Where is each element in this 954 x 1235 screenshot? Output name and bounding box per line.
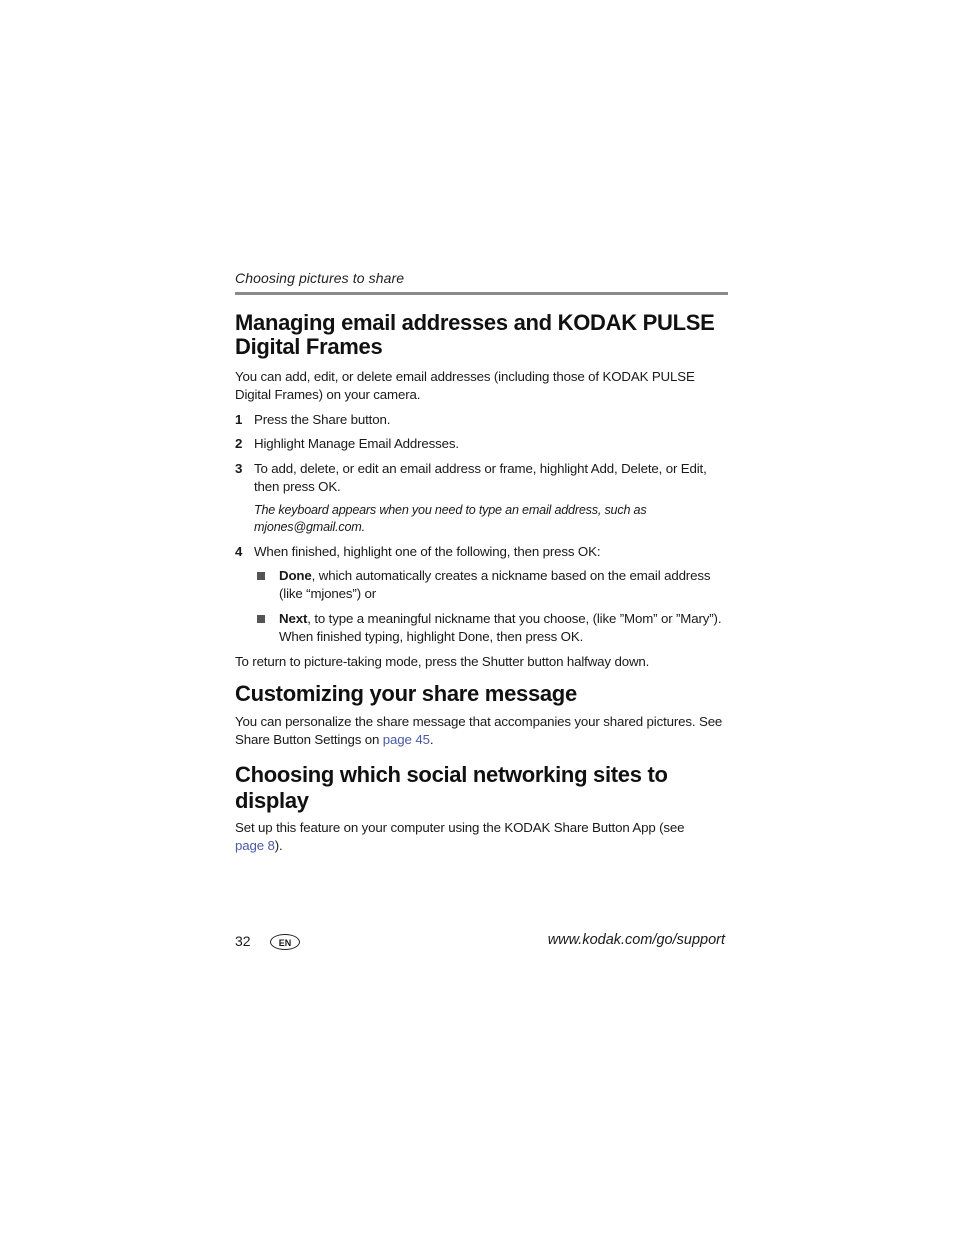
- page-number: 32: [235, 933, 251, 949]
- step-1: [235, 411, 728, 429]
- section2-text-end: .: [429, 732, 434, 747]
- page-footer: [235, 931, 728, 955]
- step-text: When finished, highlight one of the following, then press OK:: [254, 544, 601, 559]
- step-2: [235, 435, 728, 453]
- step-text: Highlight Manage Email Addresses.: [254, 436, 459, 451]
- page-content: [235, 311, 728, 855]
- square-bullet-icon: [254, 610, 279, 646]
- running-head: Choosing pictures to share: [235, 270, 405, 286]
- keyboard-note: The keyboard appears when you need to type an email address, such as mjones@gmail.com.: [254, 503, 647, 534]
- bullet-description: , which automatically creates a nickname based on the email address (like “mjones”) or: [279, 568, 711, 601]
- support-url: www.kodak.com/go/support: [547, 932, 725, 948]
- section-title-social-sites: Choosing which social networking sites to display: [235, 762, 668, 813]
- page-45-link[interactable]: page 45: [382, 732, 430, 747]
- step-4: [235, 543, 728, 561]
- bullet-next: [254, 610, 728, 646]
- section-title-customizing: Customizing your share message: [235, 681, 577, 706]
- section3-paragraph: [235, 819, 728, 855]
- section2-text: You can personalize the share message that accompanies your shared pictures. See Share Button Settings on: [235, 714, 723, 747]
- section3-text-end: ).: [274, 838, 283, 853]
- step-text: To add, delete, or edit an email address or frame, highlight Add, Delete, or Edit, then press OK.: [254, 461, 707, 494]
- step-number: 2: [235, 436, 243, 451]
- header-rule: [235, 292, 728, 295]
- step-3: [235, 460, 728, 496]
- closing-text: To return to picture-taking mode, press the Shutter button halfway down.: [235, 654, 650, 669]
- step-number: 3: [235, 461, 243, 476]
- language-badge-icon: EN: [270, 934, 300, 950]
- bullet-description: , to type a meaningful nickname that you choose, (like ”Mom” or ”Mary”). When finished typing, highlight Done, then press OK.: [279, 611, 722, 644]
- square-bullet-icon: [254, 567, 279, 603]
- bullet-done: [254, 567, 728, 603]
- page-8-link[interactable]: page 8: [235, 838, 275, 853]
- section-intro: You can add, edit, or delete email addresses (including those of KODAK PULSE Digital Frames) on your camera.: [235, 369, 695, 402]
- section-title-managing-email: Managing email addresses and KODAK PULSE Digital Frames: [235, 310, 715, 359]
- step-text: Press the Share button.: [254, 412, 391, 427]
- step-number: 4: [235, 544, 243, 559]
- step-number: 1: [235, 412, 243, 427]
- section2-paragraph: [235, 713, 728, 749]
- bullet-term: Done: [279, 568, 312, 583]
- bullet-term: Next: [279, 611, 308, 626]
- section3-text: Set up this feature on your computer using the KODAK Share Button App (see: [235, 820, 685, 835]
